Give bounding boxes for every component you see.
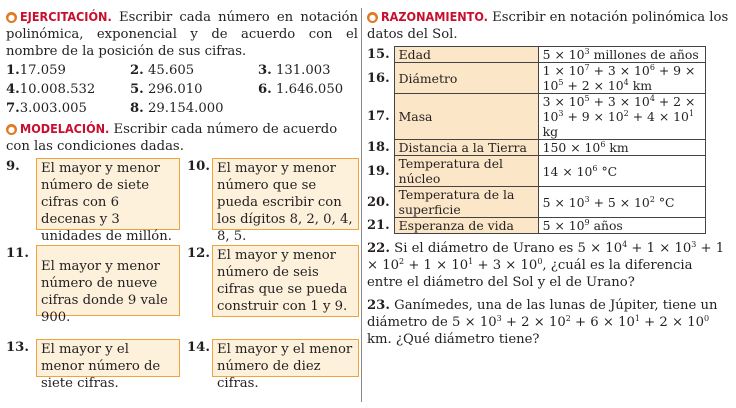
column-divider [361, 8, 362, 402]
row-label: Temperatura del núcleo [394, 156, 538, 187]
list-item: 8. 29.154.000 [130, 101, 224, 116]
bullet-icon: ● [6, 124, 17, 135]
list-item: 2. 45.605 [130, 63, 195, 78]
list-item: 5. 296.010 [130, 82, 203, 97]
row-label: Temperatura de la superficie [394, 187, 538, 218]
box-item-12: 12. El mayor y menor número de seis cifras que se pueda construir con 1 y 9. [187, 245, 359, 317]
table-row [367, 187, 705, 218]
question-22: 22. Si el diámetro de Urano es $5 \times 10^4 + 1 \times 10^3 + 1 \times 10^2 + 1 \times 10^1 + 3 \times 10^0$, ¿cuál es la diferencia entre el diámetro del Sol y el de Urano? [367, 240, 725, 290]
box-item-14: 14. El mayor y el menor número de diez cifras. [187, 339, 359, 377]
box-item-10: 10. El mayor y menor número que se pueda escribir con los dígitos 8, 2, 0, 4, 8, 5. [187, 158, 359, 230]
row-value: $5 \times 10^3 + 5 \times 10^2$ °C [538, 187, 705, 218]
bullet-icon: ● [367, 12, 378, 23]
row-number: 19. [367, 163, 390, 179]
box-item-13: 13. El mayor y el menor número de siete cifras. [6, 339, 180, 377]
table-row [367, 218, 705, 234]
razonamiento-instructions [367, 8, 729, 43]
row-label: Diámetro [394, 63, 538, 94]
row-number: 18. [367, 140, 390, 155]
list-item: 1.17.059 [6, 63, 66, 78]
modelacion-text: Escribir cada número de acuerdo con las condiciones dadas. [6, 122, 338, 154]
ejercitacion-instructions [6, 8, 358, 60]
row-number: 16. [367, 70, 390, 86]
row-number: 21. [367, 218, 390, 233]
row-number: 15. [367, 47, 390, 62]
table-row [367, 156, 705, 187]
list-item: 6. 1.646.050 [258, 82, 344, 97]
left-column [6, 8, 358, 408]
exercise-box: El mayor y el menor número de diez cifras. [212, 339, 359, 377]
row-number: 20. [367, 194, 390, 210]
row-label: Masa [394, 94, 538, 140]
modelacion-instructions [6, 120, 358, 155]
table-row [367, 94, 705, 140]
exercise-box: El mayor y menor número que se pueda escribir con los dígitos 8, 2, 0, 4, 8, 5. [212, 158, 359, 230]
exercise-box: El mayor y menor número de siete cifras con 6 decenas y 3 unidades de millón. [36, 158, 180, 230]
row-value: $150 \times 10^6$ km [538, 140, 705, 156]
modelacion-boxes [6, 158, 358, 408]
exercise-box: El mayor y menor número de seis cifras que se pueda construir con 1 y 9. [212, 245, 359, 317]
box-item-9: 9. El mayor y menor número de siete cifras con 6 decenas y 3 unidades de millón. [6, 158, 180, 230]
exercise-box: El mayor y el menor número de siete cifras. [36, 339, 180, 377]
ejercitacion-list [6, 61, 358, 118]
table-row [367, 63, 705, 94]
row-label: Esperanza de vida [394, 218, 538, 234]
ejercitacion-text: Escribir cada número en notación polinómica, exponencial y de acuerdo con el nombre de la posición de sus cifras. [6, 10, 358, 59]
razonamiento-text: Escribir en notación polinómica los datos del Sol. [367, 10, 729, 42]
right-column [367, 8, 729, 348]
list-item: 4.10.008.532 [6, 82, 96, 97]
bullet-icon: ● [6, 12, 17, 23]
question-23-text: Ganímedes, una de las lunas de Júpiter, tiene un diámetro de $5 \times 10^3 + 2 \times 10^2 + 6 \times 10^1 + 2 \times 10^0$ km. ¿Qué diámetro tiene? [367, 298, 718, 347]
question-22-text: Si el diámetro de Urano es $5 \times 10^4 + 1 \times 10^3 + 1 \times 10^2 + 1 \times 10^1 + 3 \times 10^0$, ¿cuál es la diferencia entre el diámetro del Sol y el de Urano? [367, 240, 725, 290]
razonamiento-heading: RAZONAMIENTO. [381, 9, 488, 24]
ejercitacion-heading: EJERCITACIÓN. [20, 9, 112, 24]
modelacion-heading: MODELACIÓN. [20, 121, 110, 136]
row-value: $1 \times 10^7 + 3 \times 10^6 + 9 \times 10^5 + 2 \times 10^4$ km [538, 63, 705, 94]
row-value: $3 \times 10^5 + 3 \times 10^4 + 2 \times 10^3 + 9 \times 10^2 + 4 \times 10^1$ kg [538, 94, 705, 140]
row-value: $5 \times 10^3$ millones de años [538, 47, 705, 63]
row-value: $14 \times 10^6$ °C [538, 156, 705, 187]
question-23: 23. Ganímedes, una de las lunas de Júpiter, tiene un diámetro de $5 \times 10^3 + 2 \times 10^2 + 6 \times 10^1 + 2 \times 10^0$ km. ¿Qué diámetro tiene? [367, 298, 718, 347]
sun-data-table [367, 46, 706, 234]
list-item: 3. 131.003 [258, 63, 331, 78]
row-label: Distancia a la Tierra [394, 140, 538, 156]
exercise-box: El mayor y menor número de nueve cifras donde 9 vale 900. [36, 245, 180, 316]
row-value: $5 \times 10^9$ años [538, 218, 705, 234]
table-row [367, 47, 705, 63]
list-item: 7.3.003.005 [6, 101, 87, 116]
box-item-11: 11. El mayor y menor número de nueve cifras donde 9 vale 900. [6, 245, 180, 316]
table-row [367, 140, 705, 156]
row-number: 17. [367, 109, 390, 124]
row-label: Edad [394, 47, 538, 63]
